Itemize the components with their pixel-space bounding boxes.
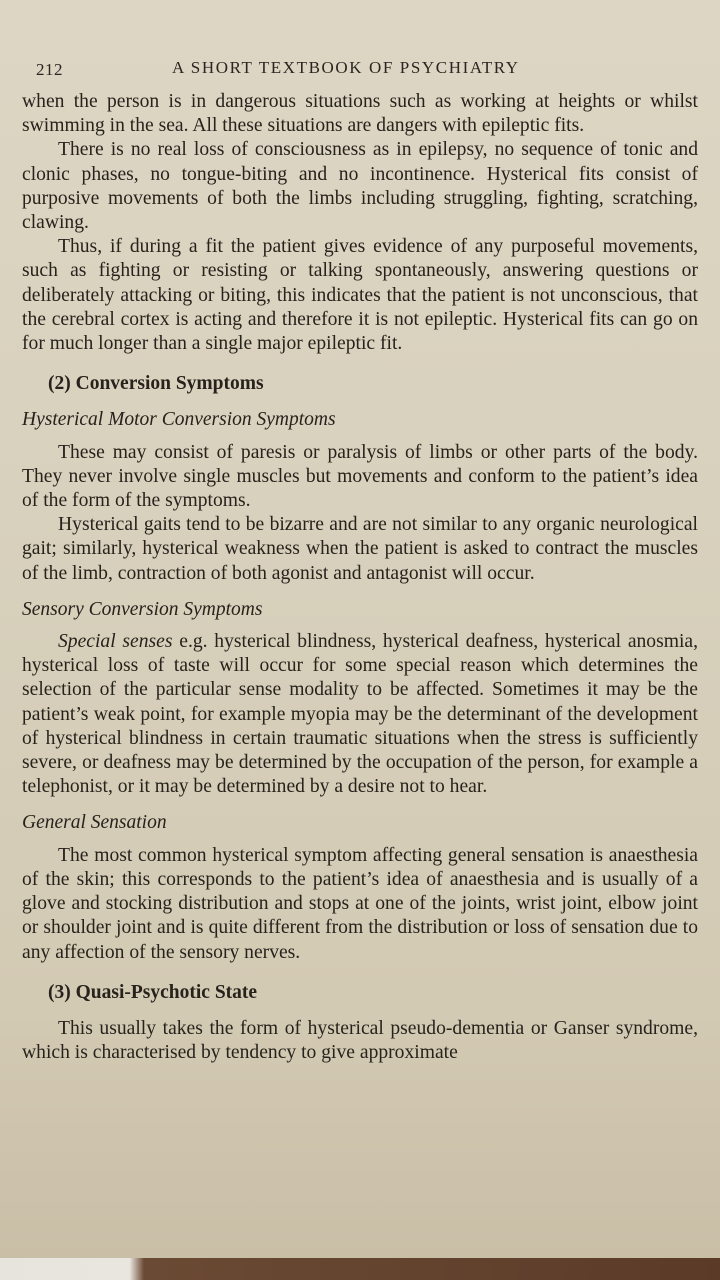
special-senses-text: e.g. hysterical blindness, hysterical deafness, hysterical anosmia, hysterical loss of taste will occur for some special reason which determines the selection of the particular sense modality to be affected. Sometimes it may be the patient’s weak point, for example myopia may be the determinant of the development of hysterical blindness in certain traumatic situations when the stress is sufficiently severe, or deafness may be determined by the occupation of the person, for example a telephonist, or it may be determined by a desire not to hear. — [22, 631, 699, 798]
page-header — [0, 58, 720, 84]
special-senses-term: Special senses — [58, 631, 173, 653]
paragraph-continued: when the person is in dangerous situations such as working at heights or whilst swimming in the sea. All these situations are dangers with epileptic fits. — [22, 91, 698, 137]
paragraph-consciousness: There is no real loss of consciousness as in epilepsy, no sequence of tonic and clonic phases, no tongue-biting and no incontinence. Hysterical fits consist of purposive movements of both the limbs including struggling, fighting, scratching, clawing. — [22, 139, 698, 234]
body-text — [22, 90, 698, 1065]
table-surface — [0, 1258, 720, 1280]
section-heading-quasi-psychotic: (3) Quasi-Psychotic State — [48, 981, 258, 1003]
paragraph-paresis: These may consist of paresis or paralysis of limbs or other parts of the body. They never involve single muscles but movements and conform to the patient’s idea of the form of the symptoms. — [22, 441, 698, 512]
section-heading-conversion: (2) Conversion Symptoms — [48, 373, 264, 395]
page-number: 212 — [36, 60, 63, 79]
paragraph-gaits: Hysterical gaits tend to be bizarre and are not similar to any organic neurological gait; similarly, hysterical weakness when the patient is asked to contract the muscles of the limb, contraction of both agonist and antagonist will occur. — [22, 514, 698, 584]
running-title: A SHORT TEXTBOOK OF PSYCHIATRY — [172, 58, 520, 77]
subheading-general-sensation: General Sensation — [22, 812, 167, 834]
paragraph-anaesthesia: The most common hysterical symptom affecting general sensation is anaesthesia of the skin; this corresponds to the patient’s idea of anaesthesia and is usually of a glove and stocking distribution and stops at one of the joints, wrist joint, elbow joint or shoulder joint and is quite different from the distribution or loss of sensation due to any affection of the sensory nerves. — [22, 844, 698, 963]
subheading-motor: Hysterical Motor Conversion Symptoms — [22, 409, 336, 431]
paragraph-purposeful-movements: Thus, if during a fit the patient gives evidence of any purposeful movements, such as fighting or resisting or talking spontaneously, answering questions or deliberately attacking or biting, this indicates that the patient is not unconscious, that the cerebral cortex is acting and therefore it is not epileptic. Hysterical fits can go on for much longer than a single major epileptic fit. — [22, 236, 698, 355]
paragraph-special-senses — [22, 630, 698, 799]
subheading-sensory: Sensory Conversion Symptoms — [22, 598, 263, 620]
paragraph-pseudo-dementia: This usually takes the form of hysterical pseudo-dementia or Ganser syndrome, which is characterised by tendency to give approximate — [22, 1017, 698, 1064]
